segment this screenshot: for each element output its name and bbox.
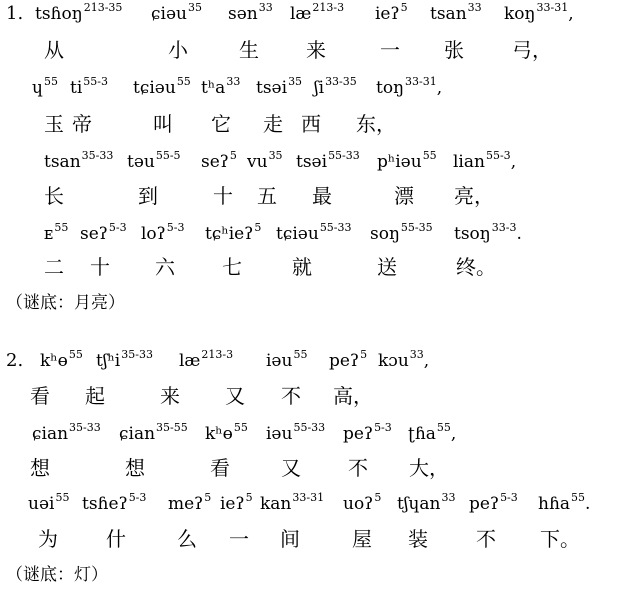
hanzi-char: 想 — [125, 456, 145, 480]
hanzi-char: 走 — [263, 112, 283, 136]
hanzi-char: 一 — [229, 527, 249, 551]
ipa-syllable: ieʔ$^5$ — [220, 491, 253, 514]
hanzi-char: 生 — [239, 38, 259, 62]
ipa-syllable: ʈɦa$^{55}$, — [408, 421, 457, 444]
ipa-syllable: pʰiəu$^{55}$ — [377, 149, 437, 172]
ipa-syllable: ɥ$^{55}$ — [32, 75, 58, 98]
hanzi-char: 十 — [213, 184, 233, 208]
ipa-syllable: $vu^{35}$ — [247, 149, 283, 172]
hanzi-char: 亮， — [454, 184, 494, 208]
hanzi-char: 为 — [38, 527, 58, 551]
ipa-syllable: tsəi$^{35}$ — [256, 75, 303, 98]
hanzi-char: 从 — [44, 38, 64, 62]
ipa-syllable: tɕiəu$^{55}$ — [133, 75, 191, 98]
ipa-syllable: tɕiəu$^{55-33}$ — [276, 221, 352, 244]
hanzi-char: 二 — [44, 255, 64, 279]
ipa-syllable: iəu$^{55}$ — [266, 348, 308, 371]
hanzi-char: 送 — [377, 255, 397, 279]
hanzi-char: 叫 — [153, 112, 173, 136]
hanzi-char: 来 — [306, 38, 326, 62]
ipa-syllable: tsan$^{35-33}$ — [44, 149, 114, 172]
riddle-answer: （谜底：灯） — [6, 565, 108, 585]
hanzi-char: 它 — [211, 112, 231, 136]
ipa-syllable: lian$^{55-3}$, — [453, 149, 517, 172]
ipa-syllable: təu$^{55-5}$ — [127, 149, 181, 172]
hanzi-char: 高， — [333, 384, 373, 408]
hanzi-char: 玉 — [44, 112, 64, 136]
ipa-syllable: peʔ$^{5-3}$ — [469, 491, 518, 514]
ipa-syllable: tsɦeʔ$^{5-3}$ — [82, 491, 147, 514]
hanzi-char: 起 — [85, 384, 105, 408]
ipa-syllable: toŋ$^{33-31}$, — [376, 75, 443, 98]
hanzi-char: 来 — [160, 384, 180, 408]
ipa-syllable: tʃɥan$^{33}$ — [397, 491, 456, 514]
riddle-number: 2. — [6, 350, 24, 371]
hanzi-char: 五 — [257, 184, 277, 208]
riddle-number: 1. — [6, 3, 24, 24]
ipa-syllable: tʃʰi$^{35-33}$ — [96, 348, 153, 371]
ipa-syllable: $læ^{213-3}$ — [179, 348, 234, 371]
hanzi-char: 东， — [356, 112, 396, 136]
hanzi-char: 小 — [168, 38, 188, 62]
ipa-syllable: uəi$^{55}$ — [28, 491, 70, 514]
hanzi-char: 就 — [292, 255, 312, 279]
riddle-answer: （谜底：月亮） — [6, 293, 125, 313]
ipa-syllable: seʔ$^5$ — [201, 149, 237, 172]
ipa-syllable: ᴇ$^{55}$ — [44, 221, 69, 244]
hanzi-char: 西 — [301, 112, 321, 136]
hanzi-char: 七 — [222, 255, 242, 279]
hanzi-char: 不 — [476, 527, 496, 551]
ipa-syllable: ʃi$^{33-35}$ — [314, 75, 357, 98]
ipa-syllable: peʔ$^{5-3}$ — [343, 421, 392, 444]
hanzi-char: 什 — [106, 527, 126, 551]
hanzi-char: 终。 — [456, 255, 496, 279]
ipa-syllable: loʔ$^{5-3}$ — [141, 221, 185, 244]
ipa-syllable: peʔ$^5$ — [329, 348, 368, 371]
ipa-syllable: tʰa$^{33}$ — [201, 75, 241, 98]
ipa-syllable: kɔu$^{33}$, — [378, 348, 430, 371]
hanzi-char: 十 — [90, 255, 110, 279]
hanzi-char: 六 — [155, 255, 175, 279]
hanzi-char: 长 — [44, 184, 64, 208]
ipa-syllable: tsan$^{33}$ — [430, 1, 482, 24]
ipa-syllable: kʰɵ$^{55}$ — [40, 348, 83, 371]
ipa-syllable: sən$^{33}$ — [228, 1, 273, 24]
ipa-syllable: iəu$^{55-33}$ — [266, 421, 326, 444]
ipa-syllable: meʔ$^5$ — [168, 491, 212, 514]
ipa-syllable: soŋ$^{55-35}$ — [370, 221, 433, 244]
hanzi-char: 弓， — [512, 38, 552, 62]
hanzi-char: 到 — [138, 184, 158, 208]
hanzi-char: 间 — [280, 527, 300, 551]
ipa-syllable: ɕian$^{35-55}$ — [119, 421, 188, 444]
hanzi-char: 最 — [312, 184, 332, 208]
ipa-syllable: tsoŋ$^{33-3}$. — [454, 221, 522, 244]
ipa-syllable: tsɦoŋ$^{213-35}$ — [35, 1, 123, 24]
hanzi-char: 不 — [348, 456, 368, 480]
ipa-syllable: seʔ$^{5-3}$ — [80, 221, 127, 244]
ipa-syllable: uoʔ$^5$ — [343, 491, 382, 514]
ipa-syllable: ɕian$^{35-33}$ — [32, 421, 101, 444]
ipa-syllable: kʰɵ$^{55}$ — [205, 421, 248, 444]
hanzi-char: 帝 — [72, 112, 92, 136]
hanzi-char: 不 — [281, 384, 301, 408]
ipa-syllable: ɕiəu$^{35}$ — [151, 1, 202, 24]
hanzi-char: 屋 — [352, 527, 372, 551]
hanzi-char: 看 — [30, 384, 50, 408]
hanzi-char: 么 — [177, 527, 197, 551]
ipa-syllable: ieʔ$^5$ — [375, 1, 408, 24]
ipa-syllable: koŋ$^{33-31}$, — [504, 1, 574, 24]
ipa-syllable: kan$^{33-31}$ — [260, 491, 325, 514]
hanzi-char: 看 — [210, 456, 230, 480]
ipa-syllable: hɦa$^{55}$. — [538, 491, 591, 514]
ipa-syllable: tɕʰieʔ$^5$ — [205, 221, 262, 244]
hanzi-char: 张 — [444, 38, 464, 62]
hanzi-char: 又 — [225, 384, 245, 408]
hanzi-char: 一 — [380, 38, 400, 62]
hanzi-char: 漂 — [394, 184, 414, 208]
ipa-syllable: $ti^{55-3}$ — [70, 75, 108, 98]
hanzi-char: 装 — [408, 527, 428, 551]
hanzi-char: 大， — [409, 456, 449, 480]
hanzi-char: 下。 — [540, 527, 580, 551]
hanzi-char: 又 — [281, 456, 301, 480]
ipa-syllable: tsəi$^{55-33}$ — [296, 149, 360, 172]
ipa-syllable: $læ^{213-3}$ — [290, 1, 345, 24]
hanzi-char: 想 — [30, 456, 50, 480]
